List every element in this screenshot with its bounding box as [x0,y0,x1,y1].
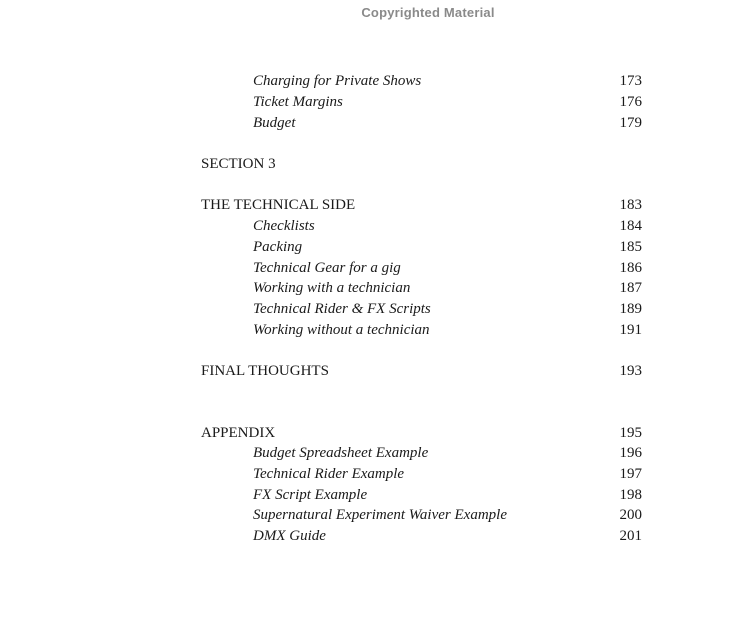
toc-chapter-final-thoughts: FINAL THOUGHTS [201,363,329,379]
toc-entry-technical-rider-example: Technical Rider Example [253,466,405,482]
toc-page-number: 185 [619,239,642,255]
toc-chapter-technical-side: THE TECHNICAL SIDE [201,197,356,213]
toc-page-number: 183 [619,197,642,213]
toc-entry-technical-gear: Technical Gear for a gig [253,260,401,276]
copyright-watermark: Copyrighted Material [361,5,495,20]
toc-page-number: 179 [619,115,642,131]
toc-page-number: 187 [619,280,642,296]
toc-entry-fx-script-example: FX Script Example [253,487,368,503]
toc-page-number: 197 [619,466,642,482]
toc-page-number: 200 [619,507,642,523]
toc-page-number: 191 [619,322,642,338]
toc-entry-working-with-technician: Working with a technician [253,280,411,296]
toc-entry-ticket-margins: Ticket Margins [253,94,343,110]
toc-section-heading: SECTION 3 [201,156,276,172]
toc-entry-checklists: Checklists [253,218,315,234]
toc-entry-budget: Budget [253,115,296,131]
toc-page-number: 184 [619,218,642,234]
toc-entry-working-without-technician: Working without a technician [253,322,430,338]
toc-page-number: 176 [619,94,642,110]
toc-entry-packing: Packing [253,239,303,255]
toc-page-number: 195 [619,425,642,441]
toc-chapter-appendix: APPENDIX [201,425,276,441]
toc-entry-waiver-example: Supernatural Experiment Waiver Example [253,507,507,523]
toc-entry-charging-private-shows: Charging for Private Shows [253,73,422,89]
toc-page-number: 173 [619,73,642,89]
toc-page-number: 189 [619,301,642,317]
toc-page-number: 196 [619,445,642,461]
toc-page-number: 201 [619,528,642,544]
toc-page-number: 193 [619,363,642,379]
toc-entry-technical-rider-fx: Technical Rider & FX Scripts [253,301,431,317]
toc-entry-dmx-guide: DMX Guide [253,528,326,544]
toc-page-number: 198 [619,487,642,503]
toc-entry-budget-spreadsheet: Budget Spreadsheet Example [253,445,429,461]
toc-page-number: 186 [619,260,642,276]
